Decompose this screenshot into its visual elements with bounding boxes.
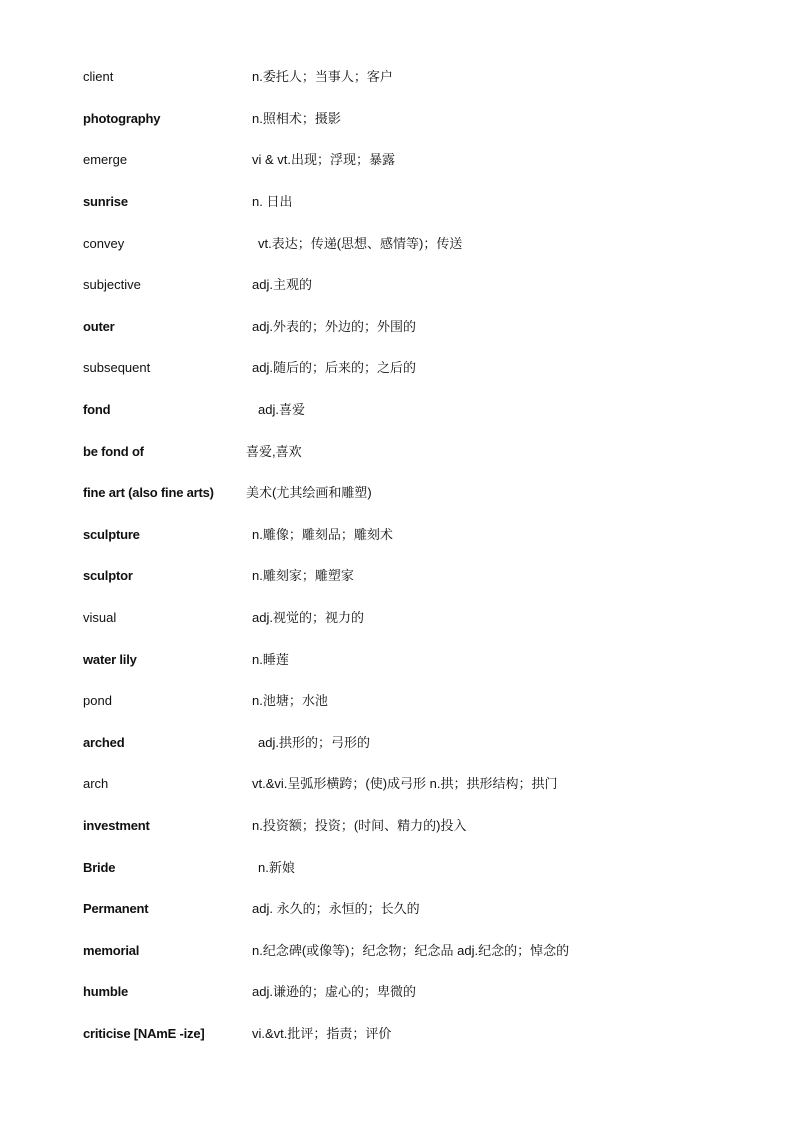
vocab-entry <box>0 650 794 670</box>
vocab-definition: vi & vt.出现；浮现；暴露 <box>252 152 396 167</box>
vocab-entry <box>0 774 794 794</box>
vocab-definition: n.委托人；当事人；客户 <box>252 69 393 84</box>
vocab-entry <box>0 483 794 503</box>
vocab-definition: n.池塘；水池 <box>252 693 328 708</box>
vocab-definition: vi.&vt.批评；指责；评价 <box>252 1026 392 1041</box>
vocab-definition: adj.主观的 <box>252 277 312 292</box>
vocab-entry <box>0 150 794 170</box>
vocab-entry <box>0 442 794 462</box>
vocab-entry <box>0 67 794 87</box>
vocab-entry <box>0 109 794 129</box>
vocab-definition: adj. 永久的；永恒的；长久的 <box>252 901 420 916</box>
vocab-entry <box>0 982 794 1002</box>
vocab-definition: adj.喜爱 <box>258 402 305 417</box>
vocab-entry <box>0 275 794 295</box>
vocab-word: fine art (also fine arts) <box>83 485 214 500</box>
vocab-word: memorial <box>83 943 140 958</box>
vocab-entry <box>0 317 794 337</box>
vocab-word: pond <box>83 693 112 708</box>
vocab-definition: n.投资额；投资；(时间、精力的)投入 <box>252 818 467 833</box>
vocab-entry <box>0 525 794 545</box>
vocab-definition: n.睡莲 <box>252 652 289 667</box>
vocab-entry <box>0 566 794 586</box>
vocab-entry <box>0 733 794 753</box>
vocab-definition: adj.视觉的；视力的 <box>252 610 364 625</box>
vocab-entry <box>0 234 794 254</box>
vocab-definition: n.新娘 <box>258 860 295 875</box>
vocab-word: photography <box>83 111 161 126</box>
vocab-entry <box>0 816 794 836</box>
vocab-word: be fond of <box>83 444 144 459</box>
vocab-word: emerge <box>83 152 128 167</box>
vocab-word: visual <box>83 610 117 625</box>
vocab-definition: n.纪念碑(或像等)；纪念物；纪念品 adj.纪念的；悼念的 <box>252 943 570 958</box>
vocab-word: fond <box>83 402 111 417</box>
vocab-word: sculpture <box>83 527 140 542</box>
vocab-definition: 美术(尤其绘画和雕塑) <box>246 485 372 500</box>
vocab-word: arched <box>83 735 125 750</box>
vocab-entry <box>0 358 794 378</box>
vocab-definition: adj.随后的；后来的；之后的 <box>252 360 416 375</box>
vocab-word: Bride <box>83 860 116 875</box>
vocab-word: water lily <box>83 652 137 667</box>
vocab-definition: adj.谦逊的；虚心的；卑微的 <box>252 984 416 999</box>
vocab-word: subjective <box>83 277 141 292</box>
vocab-entry <box>0 941 794 961</box>
vocab-word: Permanent <box>83 901 149 916</box>
vocab-entry <box>0 858 794 878</box>
vocab-definition: adj.外表的；外边的；外围的 <box>252 319 416 334</box>
vocab-definition: adj.拱形的；弓形的 <box>258 735 370 750</box>
vocab-definition: 喜爱,喜欢 <box>246 444 302 459</box>
vocab-entry <box>0 1024 794 1044</box>
vocab-word: convey <box>83 236 125 251</box>
vocab-entry <box>0 192 794 212</box>
vocab-definition: n.雕像；雕刻品；雕刻术 <box>252 527 393 542</box>
vocab-entry <box>0 899 794 919</box>
vocab-definition: vt.表达；传递(思想、感情等)；传送 <box>258 236 463 251</box>
vocab-entry <box>0 400 794 420</box>
vocab-word: sunrise <box>83 194 128 209</box>
vocab-definition: n.照相术；摄影 <box>252 111 341 126</box>
vocab-word: subsequent <box>83 360 151 375</box>
vocab-definition: vt.&vi.呈弧形横跨；(使)成弓形 n.拱；拱形结构；拱门 <box>252 776 558 791</box>
vocab-word: sculptor <box>83 568 133 583</box>
vocab-entry <box>0 608 794 628</box>
vocab-word: criticise [NAmE -ize] <box>83 1026 205 1041</box>
vocab-word: investment <box>83 818 150 833</box>
vocab-word: humble <box>83 984 129 999</box>
vocab-word: outer <box>83 319 115 334</box>
vocab-entry <box>0 691 794 711</box>
vocab-definition: n. 日出 <box>252 194 293 209</box>
vocab-word: arch <box>83 776 109 791</box>
vocab-word: client <box>83 69 114 84</box>
vocab-definition: n.雕刻家；雕塑家 <box>252 568 354 583</box>
